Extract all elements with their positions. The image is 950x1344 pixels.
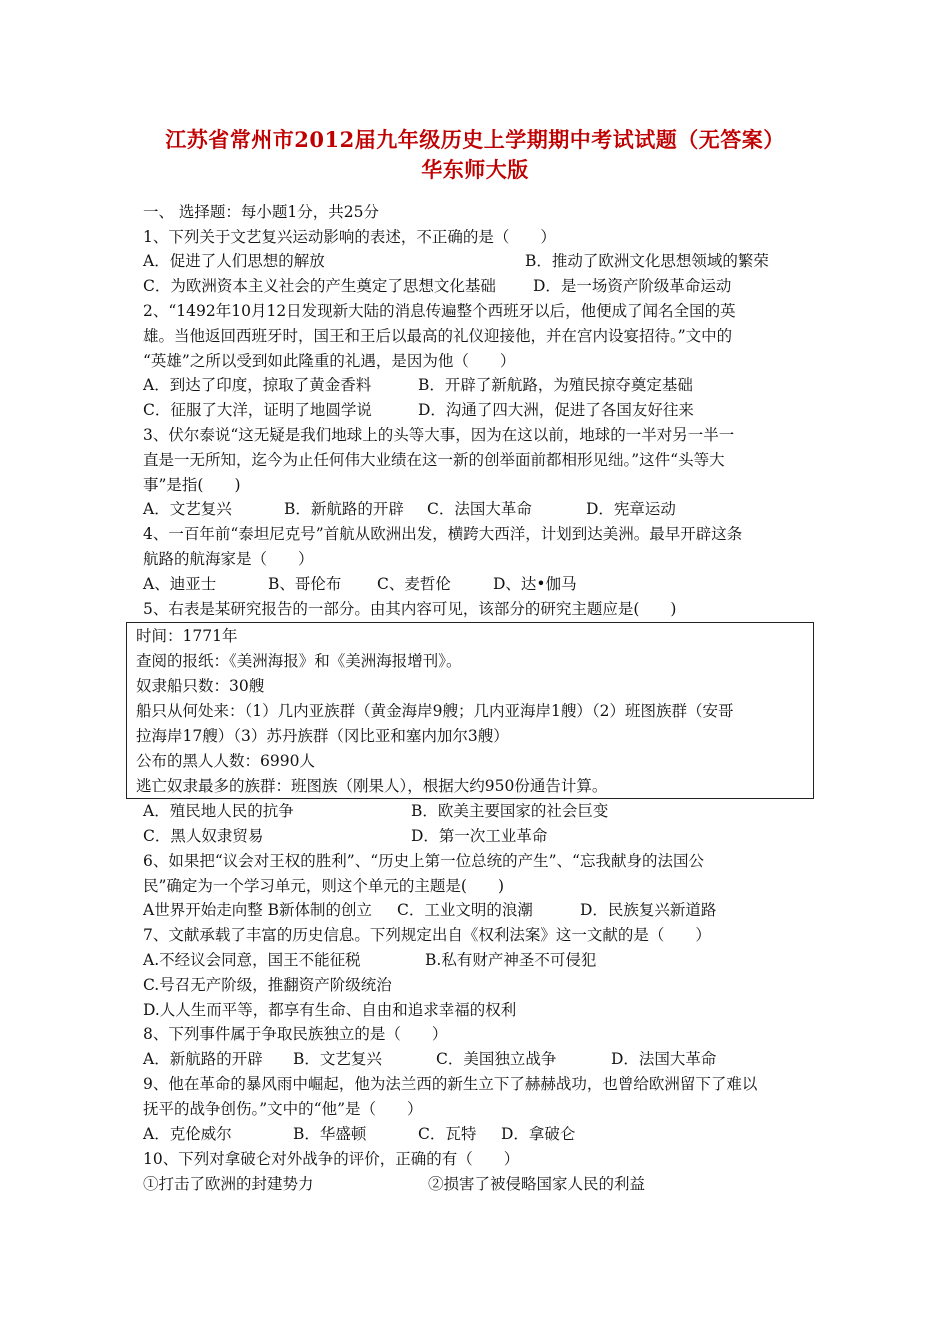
table-row-newspapers: 查阅的报纸：《美洲海报》和《美洲海报增刊》。 xyxy=(136,652,462,670)
q1-option-a: A．促进了人们思想的解放 xyxy=(143,252,325,270)
q7-option-b: B.私有财产神圣不可侵犯 xyxy=(425,951,597,969)
q8-stem: 8、下列事件属于争取民族独立的是（ ） xyxy=(143,1025,448,1043)
q7-option-a: A.不经议会同意，国王不能征税 xyxy=(143,951,361,969)
q10-stem: 10、下列对拿破仑对外战争的评价，正确的有（ ） xyxy=(143,1150,520,1168)
q7-option-c: C.号召无产阶级，推翻资产阶级统治 xyxy=(143,976,392,994)
q2-stem-1: 2、“1492年10月12日发现新大陆的消息传遍整个西班牙以后，他便成了闻名全国的英 xyxy=(143,302,736,320)
q7-stem: 7、文献承载了丰富的历史信息。下列规定出自《权利法案》这一文献的是（ ） xyxy=(143,926,711,944)
q3-option-b: B．新航路的开辟 xyxy=(284,500,404,518)
q9-stem-1: 9、他在革命的暴风雨中崛起，他为法兰西的新生立下了赫赫战功，也曾给欧洲留下了难以 xyxy=(143,1075,758,1093)
q4-stem-2: 航路的航海家是（ ） xyxy=(143,550,314,568)
q10-option-1: ①打击了欧洲的封建势力 xyxy=(143,1175,314,1193)
q3-option-d: D．宪章运动 xyxy=(586,500,676,518)
q1-option-d: D．是一场资产阶级革命运动 xyxy=(533,277,732,295)
q6-stem-2: 民”确定为一个学习单元，则这个单元的主题是( ) xyxy=(143,877,505,895)
q6-option-d: D．民族复兴新道路 xyxy=(580,901,717,919)
q5-option-c: C．黑人奴隶贸易 xyxy=(143,827,264,845)
q5-stem: 5、右表是某研究报告的一部分。由其内容可见，该部分的研究主题应是( ) xyxy=(143,600,677,618)
q1-option-c: C．为欧洲资本主义社会的产生奠定了思想文化基础 xyxy=(143,277,496,295)
q5-option-a: A．殖民地人民的抗争 xyxy=(143,802,294,820)
q4-stem-1: 4、一百年前“泰坦尼克号”首航从欧洲出发，横跨大西洋，计划到达美洲。最早开辟这条 xyxy=(143,525,743,543)
q3-stem-3: 事”是指( ) xyxy=(143,476,241,494)
q9-option-d: D．拿破仑 xyxy=(501,1125,576,1143)
q4-option-b: B、哥伦布 xyxy=(268,575,342,593)
research-report-table xyxy=(126,622,814,799)
q1-option-b: B．推动了欧洲文化思想领域的繁荣 xyxy=(525,252,769,270)
q4-option-c: C、麦哲伦 xyxy=(377,575,451,593)
q8-option-a: A．新航路的开辟 xyxy=(143,1050,263,1068)
table-row-fugitives: 逃亡奴隶最多的族群：班图族（刚果人），根据大约950份通告计算。 xyxy=(136,777,608,795)
q2-stem-3: “英雄”之所以受到如此隆重的礼遇，是因为他（ ） xyxy=(143,352,516,370)
q2-stem-2: 雄。当他返回西班牙时，国王和王后以最高的礼仪迎接他，并在宫内设宴招待。”文中的 xyxy=(143,327,733,345)
table-row-origin-1: 船只从何处来：（1）几内亚族群（黄金海岸9艘；几内亚海岸1艘）（2）班图族群（安哥 xyxy=(136,702,734,720)
q6-option-c: C．工业文明的浪潮 xyxy=(397,901,533,919)
q3-option-c: C．法国大革命 xyxy=(427,500,532,518)
q2-option-d: D．沟通了四大洲，促进了各国友好往来 xyxy=(418,401,694,419)
q1-stem: 1、下列关于文艺复兴运动影响的表述，不正确的是（ ） xyxy=(143,228,556,246)
q2-option-a: A．到达了印度，掠取了黄金香料 xyxy=(143,376,372,394)
q2-option-b: B．开辟了新航路，为殖民掠夺奠定基础 xyxy=(418,376,693,394)
q9-option-b: B．华盛顿 xyxy=(293,1125,367,1143)
q7-option-d: D.人人生而平等，都享有生命、自由和追求幸福的权利 xyxy=(143,1001,517,1019)
q4-option-a: A、迪亚士 xyxy=(143,575,217,593)
document-title-line1: 江苏省常州市2012届九年级历史上学期期中考试试题（无答案） xyxy=(165,127,785,152)
q6-option-ab: A世界开始走向整 B新体制的创立 xyxy=(143,901,373,919)
q9-option-c: C．瓦特 xyxy=(418,1125,477,1143)
q4-option-d: D、达•伽马 xyxy=(493,575,577,593)
q6-stem-1: 6、如果把“议会对王权的胜利”、“历史上第一位总统的产生”、“忘我献身的法国公 xyxy=(143,852,704,870)
q3-stem-1: 3、伏尔泰说“这无疑是我们地球上的头等大事，因为在这以前，地球的一半对另一半一 xyxy=(143,426,735,444)
document-title-line2: 华东师大版 xyxy=(421,157,529,182)
table-row-origin-2: 拉海岸17艘）（3）苏丹族群（冈比亚和塞内加尔3艘） xyxy=(136,727,509,745)
q2-option-c: C．征服了大洋，证明了地圆学说 xyxy=(143,401,372,419)
q3-option-a: A．文艺复兴 xyxy=(143,500,232,518)
table-row-people-count: 公布的黑人人数：6990人 xyxy=(136,752,315,770)
q5-option-d: D．第一次工业革命 xyxy=(411,827,548,845)
table-row-ship-count: 奴隶船只数：30艘 xyxy=(136,677,265,695)
q8-option-b: B．文艺复兴 xyxy=(293,1050,382,1068)
q3-stem-2: 直是一无所知，迄今为止任何伟大业绩在这一新的创举面前都相形见绌。”这件“头等大 xyxy=(143,451,725,469)
q9-stem-2: 抚平的战争创伤。”文中的“他”是（ ） xyxy=(143,1100,423,1118)
q8-option-d: D．法国大革命 xyxy=(611,1050,717,1068)
q9-option-a: A．克伦威尔 xyxy=(143,1125,232,1143)
table-row-time: 时间：1771年 xyxy=(136,627,238,645)
q10-option-2: ②损害了被侵略国家人民的利益 xyxy=(428,1175,646,1193)
section-heading: 一、 选择题：每小题1分，共25分 xyxy=(143,203,380,221)
q8-option-c: C．美国独立战争 xyxy=(436,1050,557,1068)
q5-option-b: B．欧美主要国家的社会巨变 xyxy=(411,802,609,820)
